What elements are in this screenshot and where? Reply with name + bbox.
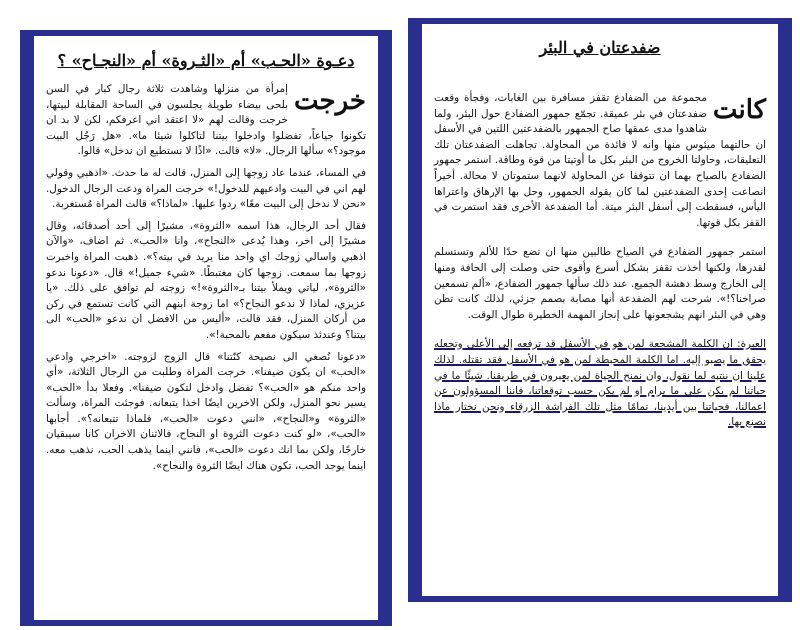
left-paragraph-2: في المساء، عندما عاد زوجها إلى المنزل، قالت له ما حدث. «اذهبي وقولي لهم اني في البيت وادعيهم للدخول!» خرجت المراة ودعت الرجال الدخول. «نحن لا ندخل إلى البيت معًا» ردوا عليها. «لماذا؟» قالت المراة مُستغربة. bbox=[46, 166, 366, 211]
right-paragraph-2: استمر جمهور الضفادع في الصياح طالبين منها ان تضع حدًا للألم وتستسلم لقدرها، ولكنها أخذت تقفز بشكل أسرع وأقوى حتى وصلت إلى الحافة ومنها إلى الخارج وسط دهشة الجميع. عند ذلك سألها جمهور الضفادع، «ألم تسمعين صراخنا؟!». شرحت لهم الضفدعة أنها مصابة بصمم جزئي، لذلك كانت تظن وهي في البئر انهم يشجعونها على إنجاز المهمة الخطيرة طوال الوقت. bbox=[434, 246, 766, 321]
left-paragraph-3: فقال أحد الرجال، هذا اسمه «الثروة»، مشيرًا إلى أحد أصدقائه، وقال مشيرًا إلى اخر، وهذا يُدعى «النجاح»، وانا «الحب». ثم اضاف، «والآن اذهبي واسالي زوجك اي واحد منا يريد في بيته؟». ذهبت المراة واخبرت زوجها بما سمعت. زوجها كان مغتبطًا. «شيء جميل!» قال. «دعونا ندعو «الثروة»، لياتي ويملأ بيتنا بـ«الثروة»!» زوجته لم توافق على ذلك. «يا عزيزي، لماذا لا ندعو النجاح؟» اما زوجة ابنهم التي كانت تستمع في ركن من أركان المنزل، فقد قالت، «أليس من الافضل ان ندعو «الحب» الى بيتنا؟ وعندئذ سيكون مفعم بالمحبة!». bbox=[46, 219, 366, 341]
left-article-title: دعـوة «الحـب» أم «الثـروة» أم «النجـاح» ؟ bbox=[57, 51, 355, 70]
left-paragraph-1 bbox=[46, 82, 366, 160]
right-paragraph-1-text: مجموعة من الضفادع تقفز مسافرة بين الغابات، وفجأة وقعت ضفدعتان في بئر عميقة. تجمّع جمهور الضفادع حول البئر، ولما شاهدوا مدى عمقها صاح الجمهور بالضفدعتين اللتين في الأسفل ان حالتهما ميئوس منها وانه لا فائدة من المحاولة. تجاهلت الضفدعتان تلك التعليقات، وحاولتا الخروج من البئر بكل ما أوتيتا من قوة وطاقة. استمر جمهور الضفادع بالصياح بهما ان تتوقفا عن المحاولة لانهما ستموتان لا محالة. أخيراً انصاعت إحدى الضفدعتين لما كان يقوله الجمهور، وحل بها الإرهاق واعتراها اليأس، فسقطت إلى أسفل البئر ميتة. أما الضفدعة الأخرى فقد استمرت في القفز بكل قوتها. bbox=[434, 92, 766, 229]
right-dropcap: كانت bbox=[712, 95, 766, 125]
right-article-title: ضفدعتان في البئر bbox=[539, 38, 661, 57]
right-article-page bbox=[408, 18, 792, 602]
left-article-page bbox=[20, 30, 392, 626]
right-moral-paragraph: العبرة: ان الكلمة المشجعة لمن هو في الأسفل قد ترفعه إلى الأعلى وتجعله يحقق ما يصبو إليه. اما الكلمة المحبطة لمن هو في الأسفل فقد تقتله. لذلك علينا ان ننتبه لما نقول، وان نمنح الحياة لمن يعبرون في طريقنا. شيئًا ما في حياتنا لم يكن على ما يرام او لم يكن حسب توقعاتنا، فاننا المسؤولون عن اعمالنا، فحياتنا بين أيدينا، تمامًا مثل تلك الفراشة الزرقاء ونحن نختار ماذا نصنع بها. bbox=[434, 338, 766, 429]
left-paragraph-4: «دعونا نُصغي الى نصيحة كنّتنا» قال الزوج لزوجته. «اخرجي وادعي «الحب» ان يكون ضيفنا». خرجت المراة وطلبت من الرجال الثلاثة، «أي واحد منكم هو «الحب»؟ تفضل وادخل لتكون ضيفنا». وفعلا بدأ «الحب» يسير نحو المنزل، ولكن الاخرين ايضًا اخذا يتبعانه. فوجئت المراة، وسألت «الثروة» و«النجاح»، «انني دعوت «الحب»، فلماذا تتبعانه؟». أجابها «الحب»، «لو كنت دعوت الثروة او النجاح، فالاثنان الاخران كانا سيبقيان خارجًا، ولكن بما انك دعوت «الحب»، فانني اينما يذهب الحب، نذهب معه. اينما يوجد الحب، تكون هناك ايضًا الثروة والنجاح». bbox=[46, 350, 366, 472]
left-dropcap: خرجت bbox=[293, 86, 366, 116]
right-paragraph-1 bbox=[434, 91, 766, 231]
left-paragraph-1-text: إمرأة من منزلها وشاهدت ثلاثة رجال كبار في السن بلحى بيضاء طويلة يجلسون في الساحة المقابلة لبيتها، خرجت وقالت لهم «لا اعتقد اني اعرفكم، لكن لا بد ان تكونوا جياعاً، تفضلوا وادخلوا بيتنا لتاكلوا شيئا ما». «هل رَجُل البيت موجود؟» سألها الرجال. «لا» قالت. «اذًا لا نستطيع ان ندخل» قالوا. bbox=[46, 83, 366, 158]
